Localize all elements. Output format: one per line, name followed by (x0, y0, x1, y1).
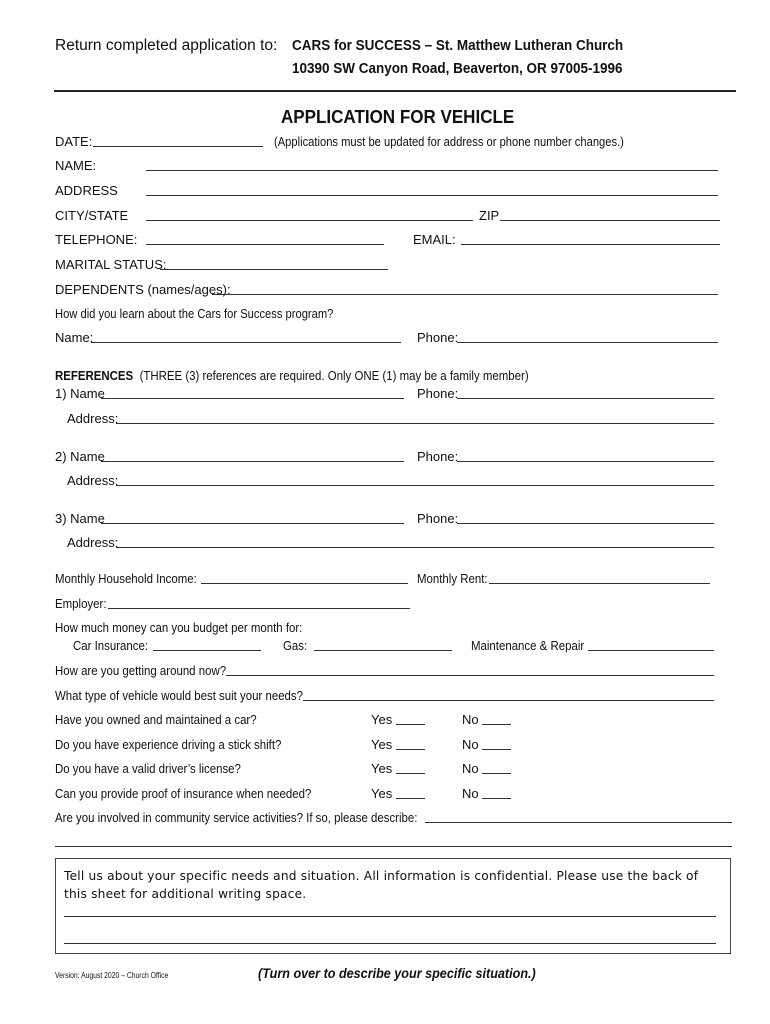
situation-line-1[interactable] (64, 916, 716, 917)
address-label: ADDRESS (55, 183, 118, 198)
references-heading-bold: REFERENCES (55, 368, 134, 383)
header-divider (54, 90, 736, 92)
dependents-field[interactable] (212, 294, 718, 295)
dependents-label: DEPENDENTS (names/ages): (55, 282, 231, 297)
getting-around-question: How are you getting around now? (55, 663, 227, 678)
zip-field[interactable] (500, 220, 720, 221)
rent-label: Monthly Rent: (417, 571, 488, 586)
license-yes-field[interactable] (396, 773, 425, 774)
references-heading (55, 368, 529, 384)
getting-around-field[interactable] (226, 675, 714, 676)
owned-car-no-label: No (462, 712, 479, 727)
income-label: Monthly Household Income: (55, 571, 197, 586)
learn-name-field[interactable] (91, 342, 401, 343)
ref3-name-label: 3) Name (55, 511, 105, 526)
name-label: NAME: (55, 158, 97, 173)
employer-field[interactable] (108, 608, 410, 609)
employer-label: Employer: (55, 596, 107, 611)
organization-address: 10390 SW Canyon Road, Beaverton, OR 97005-1996 (292, 61, 623, 77)
maintenance-label: Maintenance & Repair (471, 638, 585, 653)
car-insurance-label: Car Insurance: (73, 638, 149, 653)
stick-shift-yes-label: Yes (371, 737, 393, 752)
date-label: DATE: (55, 134, 93, 149)
learn-phone-label: Phone: (417, 330, 459, 345)
license-no-field[interactable] (482, 773, 511, 774)
learn-question: How did you learn about the Cars for Success program? (55, 306, 334, 321)
zip-label: ZIP (479, 208, 500, 223)
community-service-question: Are you involved in community service activities? If so, please describe: (55, 810, 418, 825)
ref2-name-field[interactable] (101, 461, 404, 462)
turn-over-note: (Turn over to describe your specific situation.) (258, 965, 536, 981)
marital-status-label: MARITAL STATUS: (55, 257, 167, 272)
maintenance-field[interactable] (588, 650, 714, 651)
organization-name: CARS for SUCCESS – St. Matthew Lutheran Church (292, 38, 624, 54)
owned-car-no-field[interactable] (482, 724, 511, 725)
insurance-proof-yes-label: Yes (371, 786, 393, 801)
insurance-proof-no-field[interactable] (482, 798, 511, 799)
email-field[interactable] (461, 244, 720, 245)
car-insurance-field[interactable] (153, 650, 261, 651)
license-no-label: No (462, 761, 479, 776)
ref1-address-field[interactable] (116, 423, 714, 424)
ref3-name-field[interactable] (101, 523, 404, 524)
stick-shift-yes-field[interactable] (396, 749, 425, 750)
name-field[interactable] (146, 170, 718, 171)
email-label: EMAIL: (413, 232, 456, 247)
version-note: Version: August 2020 – Church Office (55, 971, 169, 980)
ref3-address-label: Address: (67, 535, 119, 550)
stick-shift-no-label: No (462, 737, 479, 752)
owned-car-yes-label: Yes (371, 712, 393, 727)
ref2-name-label: 2) Name (55, 449, 105, 464)
learn-name-label: Name: (55, 330, 94, 345)
address-field[interactable] (146, 195, 718, 196)
community-service-field-2[interactable] (55, 846, 732, 847)
owned-car-question: Have you owned and maintained a car? (55, 712, 257, 727)
telephone-label: TELEPHONE: (55, 232, 138, 247)
stick-shift-question: Do you have experience driving a stick shift? (55, 737, 282, 752)
stick-shift-no-field[interactable] (482, 749, 511, 750)
vehicle-type-question: What type of vehicle would best suit your needs? (55, 688, 304, 703)
license-yes-label: Yes (371, 761, 393, 776)
date-note: (Applications must be updated for address or phone number changes.) (274, 134, 624, 149)
ref1-phone-label: Phone: (417, 386, 459, 401)
ref1-phone-field[interactable] (457, 398, 714, 399)
page-title: APPLICATION FOR VEHICLE (281, 106, 515, 127)
insurance-proof-yes-field[interactable] (396, 798, 425, 799)
return-label: Return completed application to: (55, 37, 278, 54)
owned-car-yes-field[interactable] (396, 724, 425, 725)
income-field[interactable] (201, 583, 408, 584)
rent-field[interactable] (489, 583, 710, 584)
situation-box (55, 858, 731, 954)
ref2-phone-label: Phone: (417, 449, 459, 464)
license-question: Do you have a valid driver’s license? (55, 761, 241, 776)
situation-instructions: Tell us about your specific needs and situation. All information is confidential. Please use the back of this sheet for additional writing space. (64, 869, 699, 901)
insurance-proof-question: Can you provide proof of insurance when needed? (55, 786, 312, 801)
telephone-field[interactable] (146, 244, 384, 245)
ref1-name-label: 1) Name (55, 386, 105, 401)
gas-field[interactable] (314, 650, 452, 651)
ref3-phone-field[interactable] (457, 523, 714, 524)
ref1-name-field[interactable] (101, 398, 404, 399)
city-state-label: CITY/STATE (55, 208, 129, 223)
ref2-address-label: Address: (67, 473, 119, 488)
insurance-proof-no-label: No (462, 786, 479, 801)
date-field[interactable] (93, 146, 263, 147)
marital-status-field[interactable] (160, 269, 388, 270)
city-state-field[interactable] (146, 220, 473, 221)
budget-question: How much money can you budget per month for: (55, 620, 303, 635)
ref3-address-field[interactable] (116, 547, 714, 548)
vehicle-type-field[interactable] (303, 700, 714, 701)
community-service-field[interactable] (425, 822, 732, 823)
ref2-address-field[interactable] (116, 485, 714, 486)
ref1-address-label: Address: (67, 411, 119, 426)
ref3-phone-label: Phone: (417, 511, 459, 526)
gas-label: Gas: (283, 638, 308, 653)
references-heading-note: (THREE (3) references are required. Only ONE (1) may be a family member) (139, 368, 529, 383)
ref2-phone-field[interactable] (457, 461, 714, 462)
situation-line-2[interactable] (64, 943, 716, 944)
learn-phone-field[interactable] (457, 342, 718, 343)
